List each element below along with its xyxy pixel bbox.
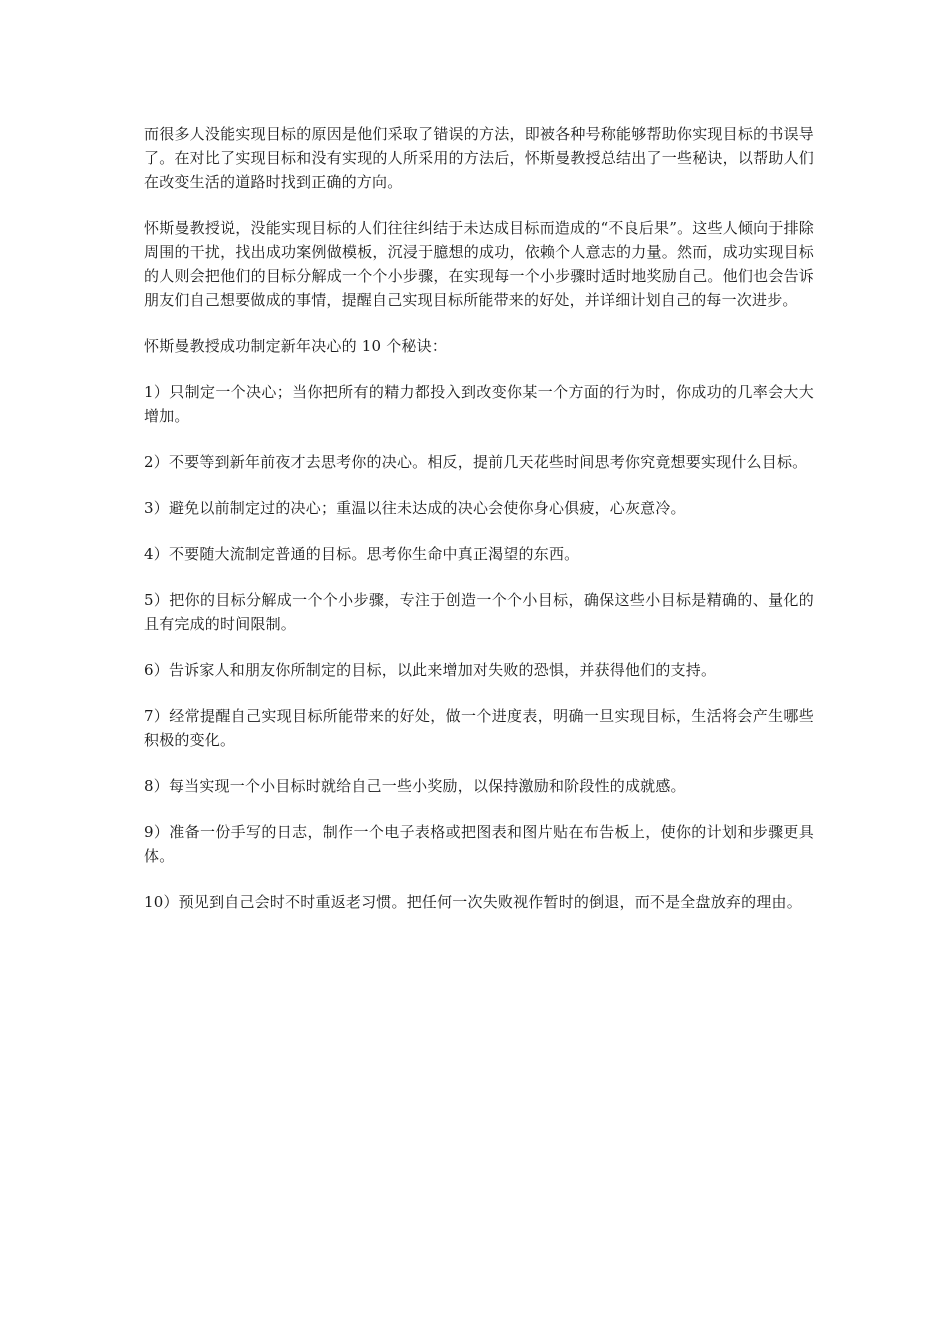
tip-item: 6）告诉家人和朋友你所制定的目标，以此来增加对失败的恐惧，并获得他们的支持。 bbox=[144, 661, 717, 679]
tips-heading-paragraph: 怀斯曼教授成功制定新年决心的 10 个秘诀： bbox=[144, 337, 448, 355]
document-body bbox=[144, 122, 814, 936]
tip-item: 9）准备一份手写的日志，制作一个电子表格或把图表和图片贴在布告板上，使你的计划和步骤更具体。 bbox=[144, 823, 814, 865]
tips-list bbox=[144, 380, 814, 914]
tip-item: 4）不要随大流制定普通的目标。思考你生命中真正渴望的东西。 bbox=[144, 545, 580, 563]
tip-item: 1）只制定一个决心；当你把所有的精力都投入到改变你某一个方面的行为时，你成功的几率会大大增加。 bbox=[144, 383, 814, 425]
tip-item: 3）避免以前制定过的决心；重温以往未达成的决心会使你身心俱疲，心灰意冷。 bbox=[144, 499, 686, 517]
tip-item: 7）经常提醒自己实现目标所能带来的好处，做一个进度表，明确一旦实现目标，生活将会产生哪些积极的变化。 bbox=[144, 707, 814, 749]
intro-paragraph: 而很多人没能实现目标的原因是他们采取了错误的方法，即被各种号称能够帮助你实现目标的书误导了。在对比了实现目标和没有实现的人所采用的方法后，怀斯曼教授总结出了一些秘诀，以帮助人们在改变生活的道路时找到正确的方向。 bbox=[144, 125, 814, 191]
tip-item: 2）不要等到新年前夜才去思考你的决心。相反，提前几天花些时间思考你究竟想要实现什么目标。 bbox=[144, 453, 808, 471]
tip-item: 5）把你的目标分解成一个个小步骤，专注于创造一个个小目标，确保这些小目标是精确的、量化的且有完成的时间限制。 bbox=[144, 591, 814, 633]
explanation-paragraph: 怀斯曼教授说，没能实现目标的人们往往纠结于未达成目标而造成的“不良后果”。这些人倾向于排除周围的干扰，找出成功案例做模板，沉浸于臆想的成功，依赖个人意志的力量。然而，成功实现目标的人则会把他们的目标分解成一个个小步骤，在实现每一个小步骤时适时地奖励自己。他们也会告诉朋友们自己想要做成的事情，提醒自己实现目标所能带来的好处，并详细计划自己的每一次进步。 bbox=[144, 219, 814, 309]
tip-item: 10）预见到自己会时不时重返老习惯。把任何一次失败视作暂时的倒退，而不是全盘放弃的理由。 bbox=[144, 893, 802, 911]
tip-item: 8）每当实现一个小目标时就给自己一些小奖励，以保持激励和阶段性的成就感。 bbox=[144, 777, 686, 795]
